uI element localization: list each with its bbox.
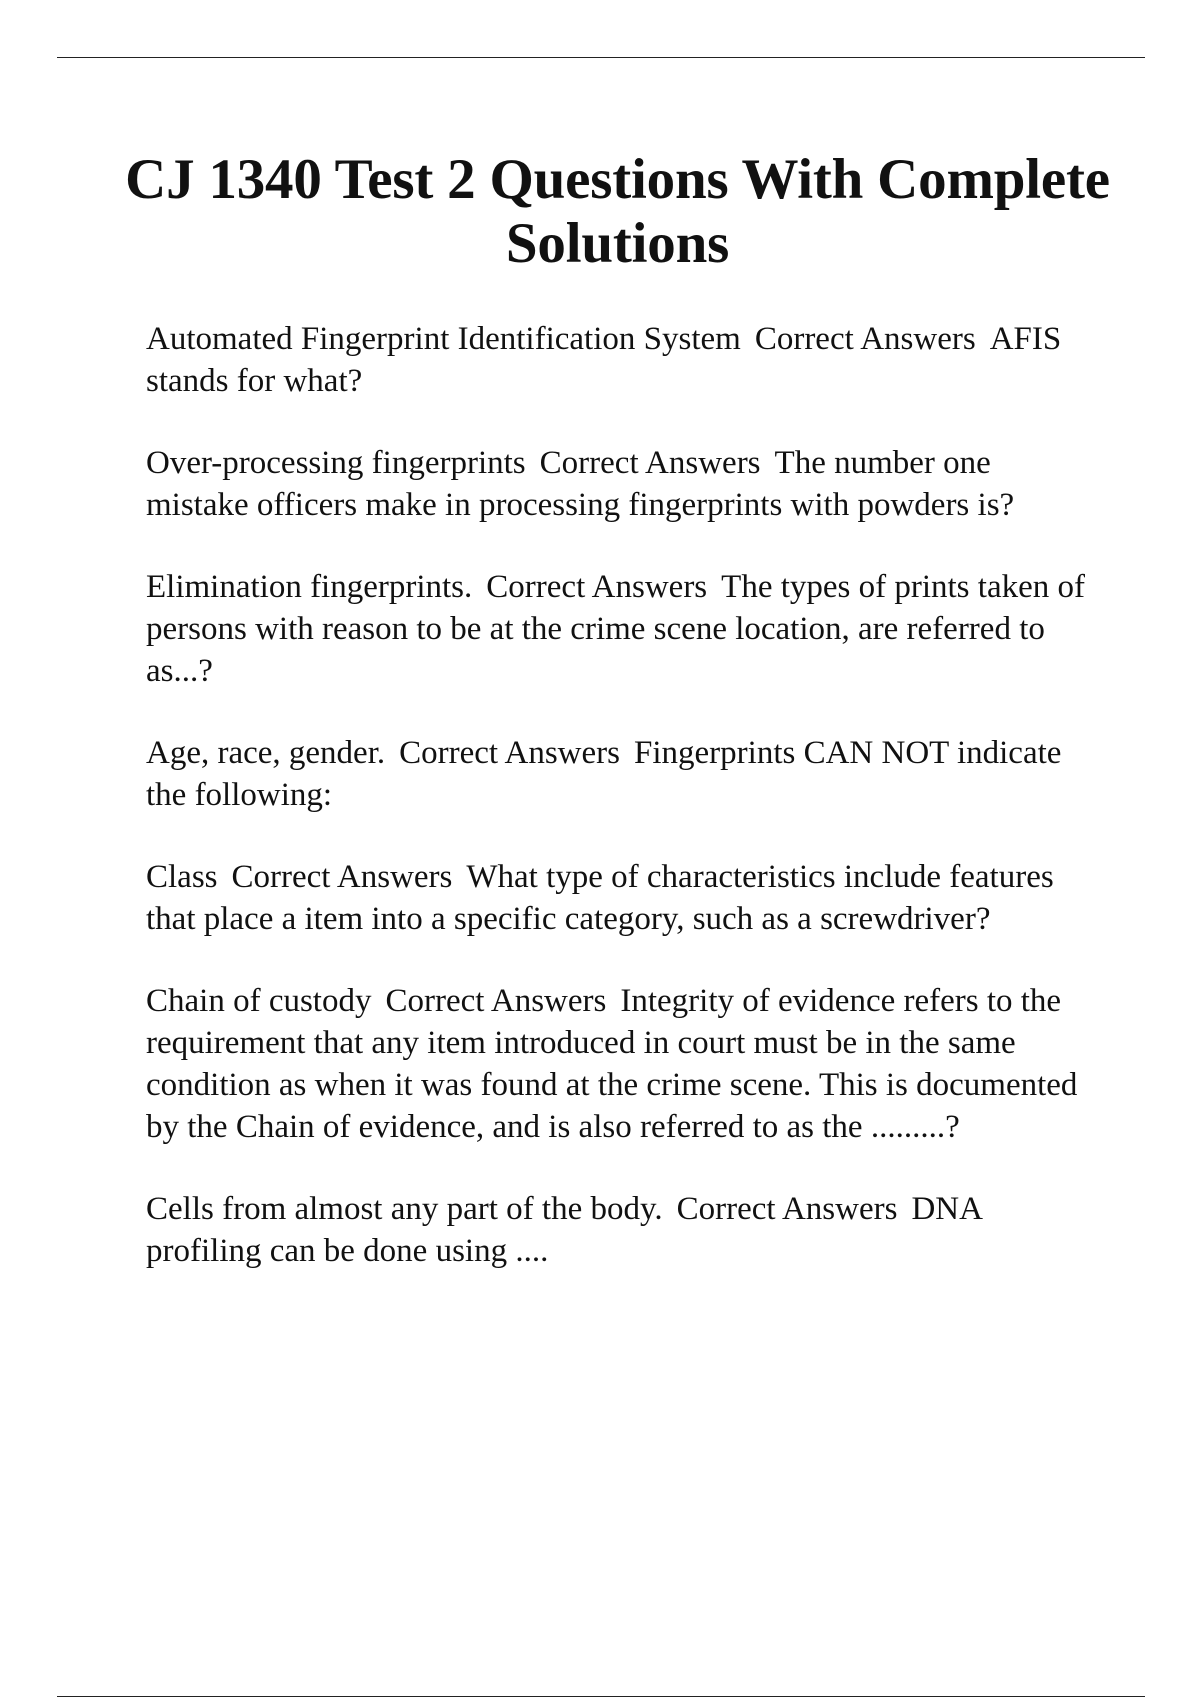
correct-answers-label: Correct Answers bbox=[231, 859, 453, 895]
question-text: Fingerprints CAN NOT indicate the following: bbox=[146, 735, 1062, 813]
correct-answers-label: Correct Answers bbox=[754, 321, 976, 357]
answer-text: Chain of custody bbox=[146, 983, 372, 1019]
qa-item bbox=[146, 856, 1091, 940]
correct-answers-label: Correct Answers bbox=[385, 983, 607, 1019]
correct-answers-label: Correct Answers bbox=[399, 735, 620, 771]
question-text: What type of characteristics include features that place a item into a specific category, such as a screwdriver? bbox=[146, 859, 1054, 937]
question-text: The number one mistake officers make in processing fingerprints with powders is? bbox=[146, 445, 1015, 523]
answer-text: Over-processing fingerprints bbox=[146, 445, 526, 481]
page-title: CJ 1340 Test 2 Questions With Complete Solutions bbox=[125, 148, 1110, 275]
answer-text: Elimination fingerprints. bbox=[146, 569, 473, 605]
answer-text: Age, race, gender. bbox=[146, 735, 386, 771]
qa-item bbox=[146, 732, 1091, 816]
correct-answers-label: Correct Answers bbox=[486, 569, 708, 605]
question-text: Integrity of evidence refers to the requirement that any item introduced in court must be in the same condition as when it was found at the crime scene. This is documented by the Chain of evidence, and is also referred to as the .........? bbox=[146, 983, 1078, 1145]
question-text: DNA profiling can be done using .... bbox=[146, 1191, 982, 1269]
correct-answers-label: Correct Answers bbox=[539, 445, 761, 481]
answer-text: Class bbox=[146, 859, 218, 895]
question-text: The types of prints taken of persons with reason to be at the crime scene location, are referred to as...? bbox=[146, 569, 1085, 689]
answer-text: Cells from almost any part of the body. bbox=[146, 1191, 663, 1227]
qa-item bbox=[146, 566, 1091, 692]
qa-item bbox=[146, 318, 1091, 402]
bottom-divider bbox=[57, 1696, 1145, 1697]
correct-answers-label: Correct Answers bbox=[676, 1191, 898, 1227]
qa-item bbox=[146, 442, 1091, 526]
qa-list bbox=[146, 318, 1091, 1312]
top-divider bbox=[57, 57, 1145, 58]
qa-item bbox=[146, 1188, 1091, 1272]
qa-item bbox=[146, 980, 1091, 1148]
question-text: AFIS stands for what? bbox=[146, 321, 1062, 399]
answer-text: Automated Fingerprint Identification System bbox=[146, 321, 741, 357]
